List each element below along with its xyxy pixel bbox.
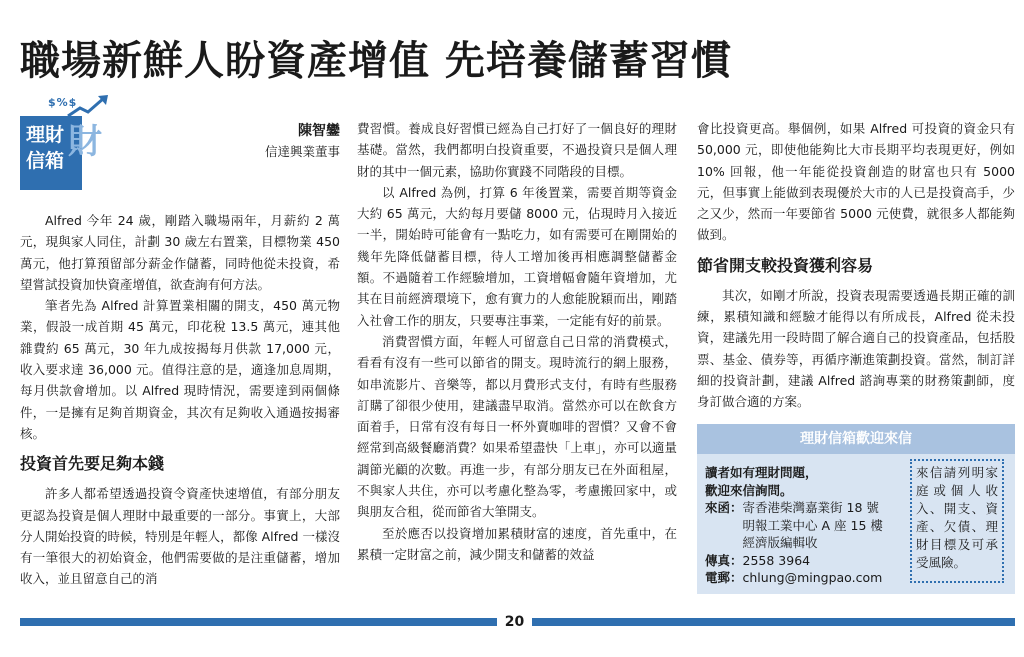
author-title: 信達興業董事 xyxy=(264,144,340,159)
subheading: 投資首先要足夠本錢 xyxy=(20,454,165,474)
headline: 職場新鮮人盼資產增值 先培養儲蓄習慣 xyxy=(20,38,732,84)
page-number: 20 xyxy=(504,614,525,630)
address-row xyxy=(705,499,901,552)
email-address[interactable]: chlung@mingpao.com xyxy=(742,570,883,585)
fax-label: 傳真： xyxy=(705,552,743,568)
mailbox-intro: 讀者如有理財問題， xyxy=(705,465,818,480)
fax-number: 2558 3964 xyxy=(742,552,811,568)
mailbox-panel xyxy=(697,424,1015,594)
mailbox-intro: 歡迎來信詢問。 xyxy=(705,482,793,498)
paragraph: Alfred 今年 24 歲，剛踏入職場兩年，月薪約 2 萬元，現與家人同住，計劃 30 歲左右置業，目標物業 450 萬元，他打算預留部分薪金作儲蓄，同時他從未投資，希望嘗試投資加快資產增值，欲查詢有何方法。 xyxy=(20,213,340,292)
paragraph: 費習慣。養成良好習慣已經為自己打好了一個良好的理財基礎。當然，我們都明白投資重要，不過投資只是個人理財的其中一個元素，協助你實踐不同階段的目標。 xyxy=(357,121,677,179)
fax-row xyxy=(705,552,901,570)
column-2 xyxy=(357,118,677,565)
mailbox-title: 理財信箱歡迎來信 xyxy=(697,424,1015,454)
footer-rule-right xyxy=(532,618,1015,626)
address-line: 寄香港柴灣嘉業街 18 號 xyxy=(742,500,879,515)
subheading: 節省開支較投資獲利容易 xyxy=(697,255,874,275)
paragraph: 其次，如剛才所說，投資表現需要透過長期正確的訓練，累積知識和經驗才能得以有所成長，Alfred 從未投資，建議先用一段時間了解合適自己的投資產品，包括股票、基金、債券等，再循序漸進策劃投資。當然，制訂詳細的投資計劃，建議 Alfred 諮詢專業的財務策劃師，度身訂做合適的方案。 xyxy=(697,287,1015,410)
author-name: 陳智鑾 xyxy=(298,123,340,139)
coins-icon: $%$ xyxy=(48,96,78,109)
email-label: 電郵： xyxy=(705,570,743,585)
paragraph: 許多人都希望透過投資令資產快速增值，有部分朋友更認為投資是個人理財中最重要的一部分。事實上，大部分人開始投資的時候，特別是年輕人，都像 Alfred 一樣沒有一筆很大的初始資金，他們需要做的是注重儲蓄，增加收入，並且留意自己的消 xyxy=(20,486,340,587)
logo-text xyxy=(26,122,82,174)
paragraph: 至於應否以投資增加累積財富的速度，首先重中，在累積一定財富之前，減少開支和儲蓄的效益 xyxy=(357,525,677,562)
footer-rule-left xyxy=(20,618,497,626)
paragraph: 筆者先為 Alfred 計算置業相關的開支，450 萬元物業，假設一成首期 45 萬元，印花稅 13.5 萬元，連其他雜費約 65 萬元，30 年九成按揭每月供款 17,000 元，收入要求達 36,000 元。值得注意的是，適逢加息周期，每月供款會增加。以 Alfred 現時情況，需要達到兩個條件，一是擁有足夠首期資金，其次有足夠收入通過按揭審核。 xyxy=(20,298,340,441)
email-row xyxy=(705,569,901,587)
logo-line2: 信箱 xyxy=(26,150,65,172)
paragraph: 消費習慣方面，年輕人可留意自己日常的消費模式，看看有沒有一些可以節省的開支。現時流行的網上服務，如串流影片、音樂等，都以月費形式支付，有時有些服務訂購了卻很少使用，建議盡早取消。當然亦可以在飲食方面着手，日常有沒有每日一杯外賣咖啡的習慣？又會不會經常到高級餐廳消費？如果希望盡快「上車」，亦可以適量調節光顧的次數。再進一步，有部分朋友已在外面租屋，不與家人共住，亦可以考慮化整為零，考慮搬回家中，或與朋友合租，從而節省大筆開支。 xyxy=(357,333,677,520)
logo-ghost-glyph: 財 xyxy=(68,122,102,162)
address-line: 明報工業中心 A 座 15 樓 xyxy=(742,517,883,533)
column-logo xyxy=(20,96,104,194)
mailbox-contact xyxy=(705,464,901,587)
paragraph: 會比投資更高。舉個例，如果 Alfred 可投資的資金只有 50,000 元，即使他能夠比大市長期平均表現更好，例如 10% 回報，他一年能從投資創造的財富也只有 5000 元，但事實上能做到表現優於大市的人已是投資高手，少之又少，然而一年要節省 5000 元使費，就很多人都能夠做到。 xyxy=(697,121,1015,243)
column-1 xyxy=(20,210,340,590)
column-3 xyxy=(697,118,1015,413)
address-label: 來函： xyxy=(705,500,743,515)
mailbox-note: 來信請列明家庭或個人收入、開支、資產、欠債、理財目標及可承受風險。 xyxy=(910,459,1004,583)
paragraph: 以 Alfred 為例，打算 6 年後置業，需要首期等資金大約 65 萬元，大約每月要儲 8000 元，佔現時月入接近一半，開始時可能會有一點吃力，如有需要可在剛開始的幾年先降低儲蓄目標，待人工增加後再相應調整儲蓄金額。不過隨着工作經驗增加，工資增幅會隨年資增加，尤其在目前經濟環境下，愈有實力的人愈能脫穎而出，剛踏入社會工作的朋友，只要專注事業，一定能有好的前景。 xyxy=(357,184,677,328)
author-block xyxy=(200,120,340,162)
address-line: 經濟版編輯收 xyxy=(742,535,818,550)
logo-line1: 理財 xyxy=(26,124,65,146)
